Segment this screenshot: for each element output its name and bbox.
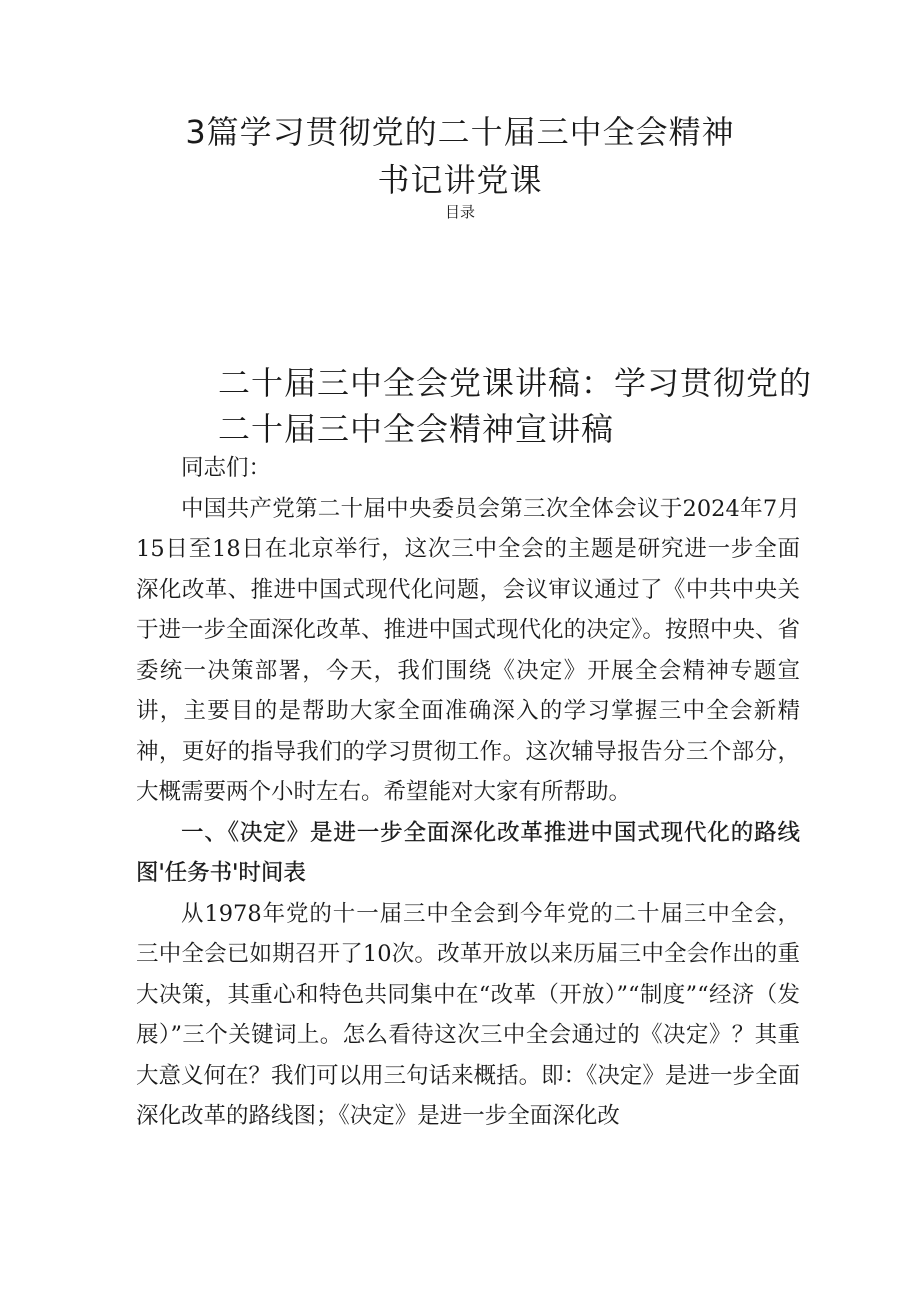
document-title-line1: 3篇学习贯彻党的二十届三中全会精神: [185, 113, 735, 151]
section-title: [218, 360, 838, 452]
section-title-line2: 二十届三中全会精神宣讲稿: [218, 410, 615, 448]
paragraph-background: 从1978年党的十一届三中全会到今年党的二十届三中全会，三中全会已如期召开了10次。改革开放以来历届三中全会作出的重大决策，其重心和特色共同集中在“改革（开放）”“制度”“经济（发展）”三个关键词上。怎么看待这次三中全会通过的《决定》？其重大意义何在？我们可以用三句话来概括。即：《决定》是进一步全面深化改革的路线图；《决定》是进一步全面深化改: [136, 900, 800, 1129]
subheading-one: 一、《决定》是进一步全面深化改革推进中国式现代化的路线图'任务书'时间表: [136, 819, 800, 886]
table-of-contents-label: 目录: [444, 203, 475, 221]
paragraph-intro: 中国共产党第二十届中央委员会第三次全体会议于2024年7月15日至18日在北京举行，这次三中全会的主题是研究进一步全面深化改革、推进中国式现代化问题，会议审议通过了《中共中央关于进一步全面深化改革、推进中国式现代化的决定》。按照中央、省委统一决策部署，今天，我们围绕《决定》开展全会精神专题宣讲，主要目的是帮助大家全面准确深入的学习掌握三中全会新精神，更好的指导我们的学习贯彻工作。这次辅导报告分三个部分，大概需要两个小时左右。希望能对大家有所帮助。: [136, 495, 800, 805]
document-title: [120, 108, 800, 204]
section-body: [136, 448, 800, 1137]
section-title-line1: 二十届三中全会党课讲稿：学习贯彻党的: [218, 364, 813, 402]
document-title-line2: 书记讲党课: [377, 161, 543, 199]
salutation: 同志们：: [181, 455, 272, 481]
